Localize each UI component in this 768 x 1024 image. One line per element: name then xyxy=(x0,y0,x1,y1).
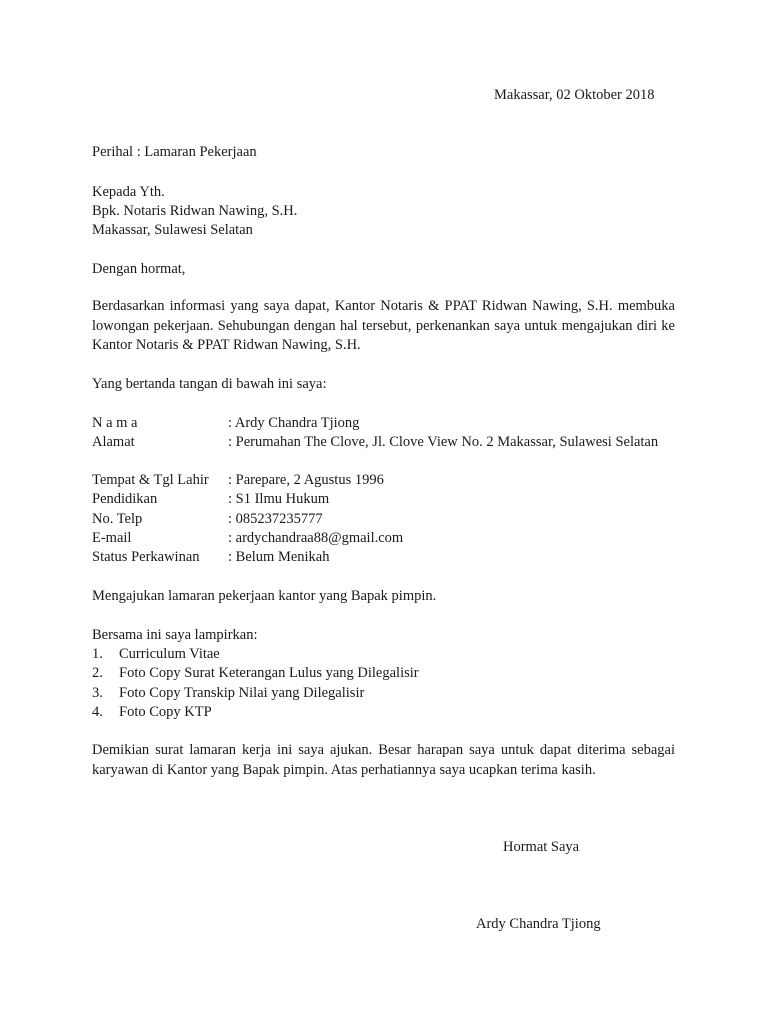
application-line: Mengajukan lamaran pekerjaan kantor yang Bapak pimpin. xyxy=(92,588,437,604)
list-item: Foto Copy KTP xyxy=(119,704,212,720)
label-no-telp: No. Telp xyxy=(92,511,143,527)
list-item-number: 4. xyxy=(92,704,103,720)
label-email: E-mail xyxy=(92,530,132,546)
list-item-number: 2. xyxy=(92,665,103,681)
list-item-number: 3. xyxy=(92,685,103,701)
attachments-intro: Bersama ini saya lampirkan: xyxy=(92,627,258,643)
label-alamat: Alamat xyxy=(92,434,135,450)
list-item: Curriculum Vitae xyxy=(119,646,220,662)
label-pendidikan: Pendidikan xyxy=(92,491,158,507)
value-alamat: : Perumahan The Clove, Jl. Clove View No. 2 Makassar, Sulawesi Selatan xyxy=(228,434,659,450)
signer-intro: Yang bertanda tangan di bawah ini saya: xyxy=(92,376,327,392)
intro-paragraph: Berdasarkan informasi yang saya dapat, Kantor Notaris & PPAT Ridwan Nawing, S.H. membuka lowongan pekerjaan. Sehubungan dengan hal tersebut, perkenankan saya untuk mengajukan diri ke Kantor Notaris & PPAT Ridwan Nawing, S.H. xyxy=(92,298,675,353)
list-item: Foto Copy Transkip Nilai yang Dilegalisir xyxy=(119,685,365,701)
signature-name: Ardy Chandra Tjiong xyxy=(476,916,601,932)
label-tempat-tgl-lahir: Tempat & Tgl Lahir xyxy=(92,472,209,488)
subject-line: Perihal : Lamaran Pekerjaan xyxy=(92,144,257,160)
closing-paragraph: Demikian surat lamaran kerja ini saya ajukan. Besar harapan saya untuk dapat diterima sebagai karyawan di Kantor yang Bapak pimpin. Atas perhatiannya saya ucapkan terima kasih. xyxy=(92,742,675,778)
label-status-perkawinan: Status Perkawinan xyxy=(92,549,200,565)
recipient-salutation: Kepada Yth. xyxy=(92,184,165,200)
valediction: Hormat Saya xyxy=(503,839,580,855)
label-nama: N a m a xyxy=(92,415,138,431)
value-tempat-tgl-lahir: : Parepare, 2 Agustus 1996 xyxy=(228,472,384,488)
value-nama: : Ardy Chandra Tjiong xyxy=(228,415,360,431)
value-status-perkawinan: : Belum Menikah xyxy=(228,549,330,565)
list-item-number: 1. xyxy=(92,646,103,662)
value-email: : ardychandraa88@gmail.com xyxy=(228,530,404,546)
place-date: Makassar, 02 Oktober 2018 xyxy=(494,87,655,103)
greeting: Dengan hormat, xyxy=(92,261,186,277)
value-pendidikan: : S1 Ilmu Hukum xyxy=(228,491,330,507)
list-item: Foto Copy Surat Keterangan Lulus yang Dilegalisir xyxy=(119,665,419,681)
recipient-name: Bpk. Notaris Ridwan Nawing, S.H. xyxy=(92,203,298,219)
value-no-telp: : 085237235777 xyxy=(228,511,323,527)
recipient-address: Makassar, Sulawesi Selatan xyxy=(92,222,253,238)
